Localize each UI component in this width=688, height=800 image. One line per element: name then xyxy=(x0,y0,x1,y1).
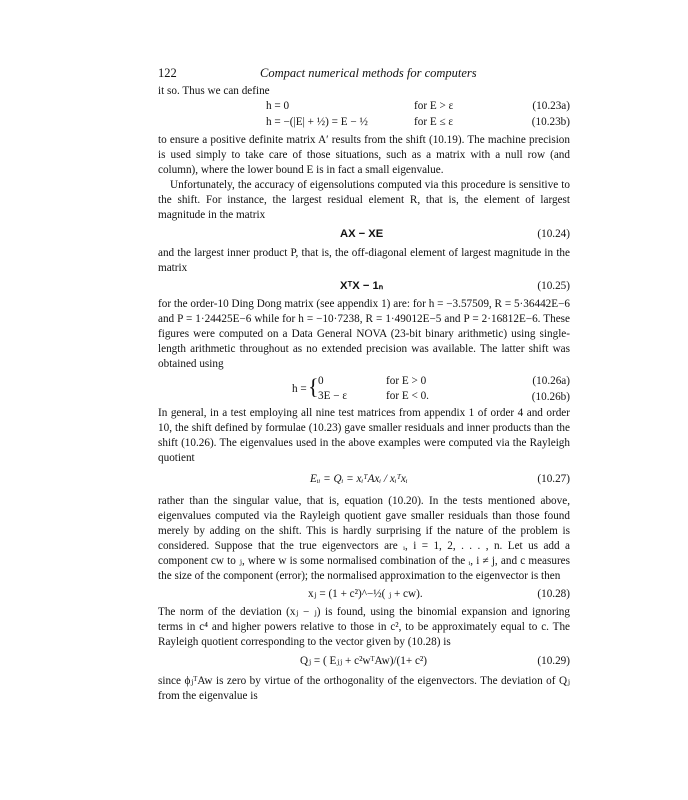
eq26b-condition: for E < 0. xyxy=(386,390,429,402)
intro-line: it so. Thus we can define xyxy=(158,85,270,97)
paragraph-8: since ϕⱼᵀAw is zero by virtue of the orthogonality of the eigenvectors. The deviation of Qⱼ from the eigenvalue is xyxy=(158,674,570,702)
eq28-number: (10.28) xyxy=(537,587,570,600)
paragraph-5: In general, in a test employing all nine test matrices from appendix 1 of order 4 and order 10, the shift defined by formulae (10.23) gave smaller residuals and inner products than the shift (10.26). The eigenvalues used in the above examples were computed via the Rayleigh quotient xyxy=(158,407,570,464)
eq26b-number: (10.26b) xyxy=(531,391,570,403)
paragraph-2: Unfortunately, the accuracy of eigensolutions computed via this procedure is sensitive to the shift. For instance, the largest residual element R, that is, the element of largest magnitude in the matrix xyxy=(158,179,570,221)
equation-10-25 xyxy=(158,279,570,295)
eq26a-condition: for E > 0 xyxy=(386,375,427,387)
eq23b-number: (10.23b) xyxy=(531,115,570,128)
eq27-number: (10.27) xyxy=(537,473,570,485)
book-page xyxy=(158,62,570,704)
eq26b-value: 3E − ε xyxy=(318,390,348,402)
page-header xyxy=(158,62,570,84)
eq23b-lhs: h = −(|E| + ½) = E − ½ xyxy=(266,115,368,128)
equation-10-24 xyxy=(158,227,570,243)
running-title: Compact numerical methods for computers xyxy=(260,66,477,80)
eq28-expression: xⱼ = (1 + c²)^−½( ⱼ + cw). xyxy=(308,587,423,600)
eq23a-condition: for E > ε xyxy=(414,100,454,112)
equation-10-27 xyxy=(158,472,570,488)
eq24-expression: AX − XE xyxy=(340,228,384,240)
eq27-expression: Eᵢᵢ = Qᵢ = xᵢᵀAxᵢ / xᵢᵀxᵢ xyxy=(310,473,408,485)
eq23b-condition: for E ≤ ε xyxy=(414,115,454,128)
paragraph-4: for the order-10 Ding Dong matrix (see appendix 1) are: for h = −3.57509, R = 5·36442E−6 and P = 1·24425E−6 while for h = −10·7238, R = 1·49012E−5 and P = 2·16812E−6. These figures were computed on a Data General NOVA (23-bit binary arithmetic) using single-length arithmetic throughout as no extended precision was available. The latter shift was obtained using xyxy=(158,298,570,370)
eq24-number: (10.24) xyxy=(537,228,570,240)
eq25-expression: XᵀX − 1ₙ xyxy=(340,279,384,292)
left-brace-icon: { xyxy=(308,374,319,399)
eq26-lhs: h = xyxy=(292,383,307,395)
equation-10-23b xyxy=(158,115,570,131)
eq26a-value: 0 xyxy=(318,375,324,387)
equation-10-29 xyxy=(158,654,570,670)
paragraph-6: rather than the singular value, that is, equation (10.20). In the tests mentioned above, eigenvalues computed via the Rayleigh quotient gave smaller residuals than those found merely by adding on the shift. This is hardly surprising if the nature of the problem is considered. Suppose that the true eigenvectors are ᵢ, i = 1, 2, . . . , n. Let us add a component cw to ⱼ, where w is some normalised combination of the ᵢ, i ≠ j, and c measures the size of the component (error); the normalised approximation to the eigenvector is then xyxy=(158,494,570,582)
eq23a-number: (10.23a) xyxy=(532,100,570,112)
eq29-number: (10.29) xyxy=(537,655,570,667)
eq26a-number: (10.26a) xyxy=(532,375,570,387)
equation-10-26 xyxy=(158,374,570,406)
paragraph-7: The norm of the deviation (xⱼ − ⱼ) is found, using the binomial expansion and ignoring terms in c⁴ and higher powers relative to those in c², to be approximately equal to c. The Rayleigh quotient corresponding to the vector given by (10.28) is xyxy=(158,606,570,648)
page-number: 122 xyxy=(158,66,177,80)
equation-10-23a xyxy=(158,99,570,115)
equation-10-28 xyxy=(158,587,570,603)
paragraph-1: to ensure a positive definite matrix A′ results from the shift (10.19). The machine precision is used simply to take care of those situations, such as a matrix with a null row (and column), where the lower bound E is in fact a small eigenvalue. xyxy=(158,134,570,176)
eq23a-lhs: h = 0 xyxy=(266,100,290,112)
eq25-number: (10.25) xyxy=(537,279,570,292)
paragraph-3: and the largest inner product P, that is, the off-diagonal element of largest magnitude in the matrix xyxy=(158,246,570,274)
eq29-expression: Qⱼ = ( Eⱼⱼ + c²wᵀAw)/(1+ c²) xyxy=(300,655,427,667)
